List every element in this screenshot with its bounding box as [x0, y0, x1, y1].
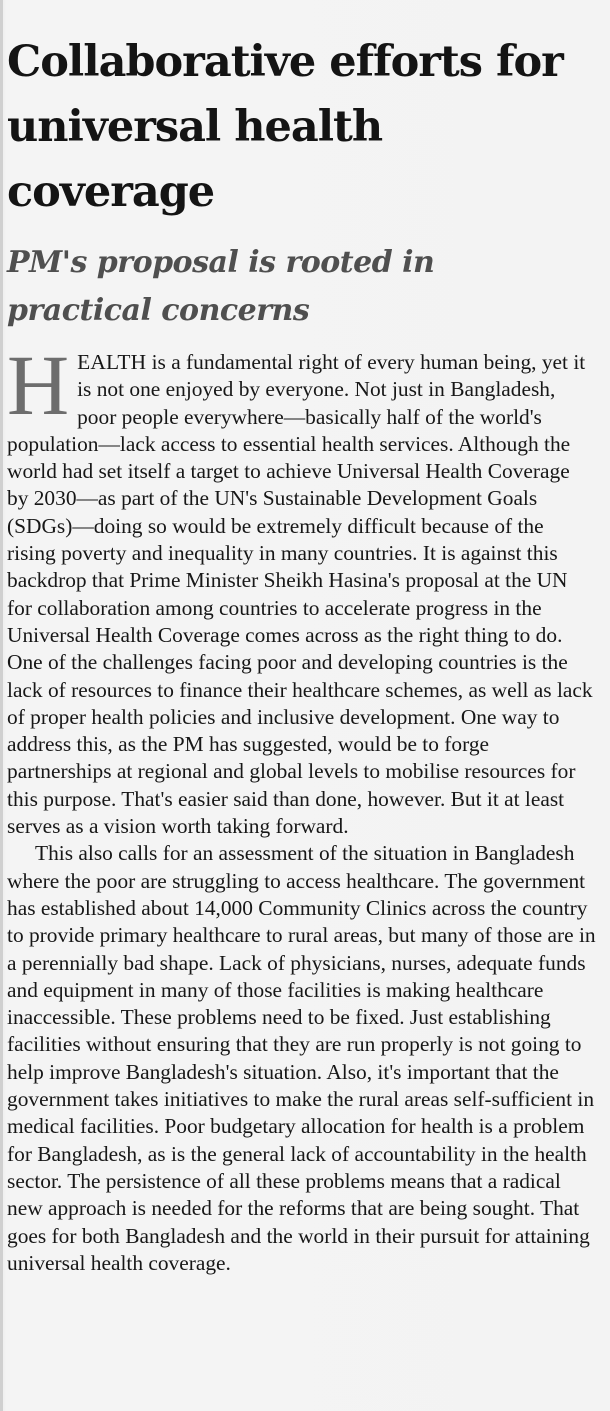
headline: Collaborative efforts for universal health coverage	[7, 37, 563, 217]
paragraph-1	[7, 337, 596, 840]
article-body	[7, 337, 596, 1277]
paragraph-1-text: is a fundamental right of every human being, yet it is not one enjoyed by everyone. Not just in Bangladesh, poor people everywhere—basically half of the world's population—lack access to essential health services. Although the world had set itself a target to achieve Universal Health Coverage by 2030—as part of the UN's Sustainable Development Goals (SDGs)—doing so would be extremely difficult because of the rising poverty and inequality in many countries. It is against this backdrop that Prime Minister Sheikh Hasina's proposal at the UN for collaboration among countries to accelerate progress in the Universal Health Coverage comes across as the right thing to do. One of the challenges facing poor and developing countries is the lack of resources to finance their healthcare schemes, as well as lack of proper health policies and inclusive development. One way to address this, as the PM has suggested, would be to forge partnerships at regional and global levels to mobilise resources for this purpose. That's easier said than done, however. But it at least serves as a vision worth taking forward.	[7, 350, 593, 839]
lead-word: EALTH	[77, 350, 147, 374]
left-margin-rule	[0, 0, 3, 1411]
drop-cap: H	[7, 337, 70, 433]
subheadline: PM's proposal is rooted in practical concerns	[7, 245, 435, 328]
paragraph-2: This also calls for an assessment of the situation in Bangladesh where the poor are struggling to access healthcare. The government has established about 14,000 Community Clinics across the country to provide primary healthcare to rural areas, but many of those are in a perennially bad shape. Lack of physicians, nurses, adequate funds and equipment in many of those facilities is making healthcare inaccessible. These problems need to be fixed. Just establishing facilities without ensuring that they are run properly is not going to help improve Bangladesh's situation. Also, it's important that the government takes initiatives to make the rural areas self-sufficient in medical facilities. Poor budgetary allocation for health is a problem for Bangladesh, as is the general lack of accountability in the health sector. The persistence of all these problems means that a radical new approach is needed for the reforms that are being sought. That goes for both Bangladesh and the world in their pursuit for attaining universal health coverage.	[7, 841, 596, 1275]
